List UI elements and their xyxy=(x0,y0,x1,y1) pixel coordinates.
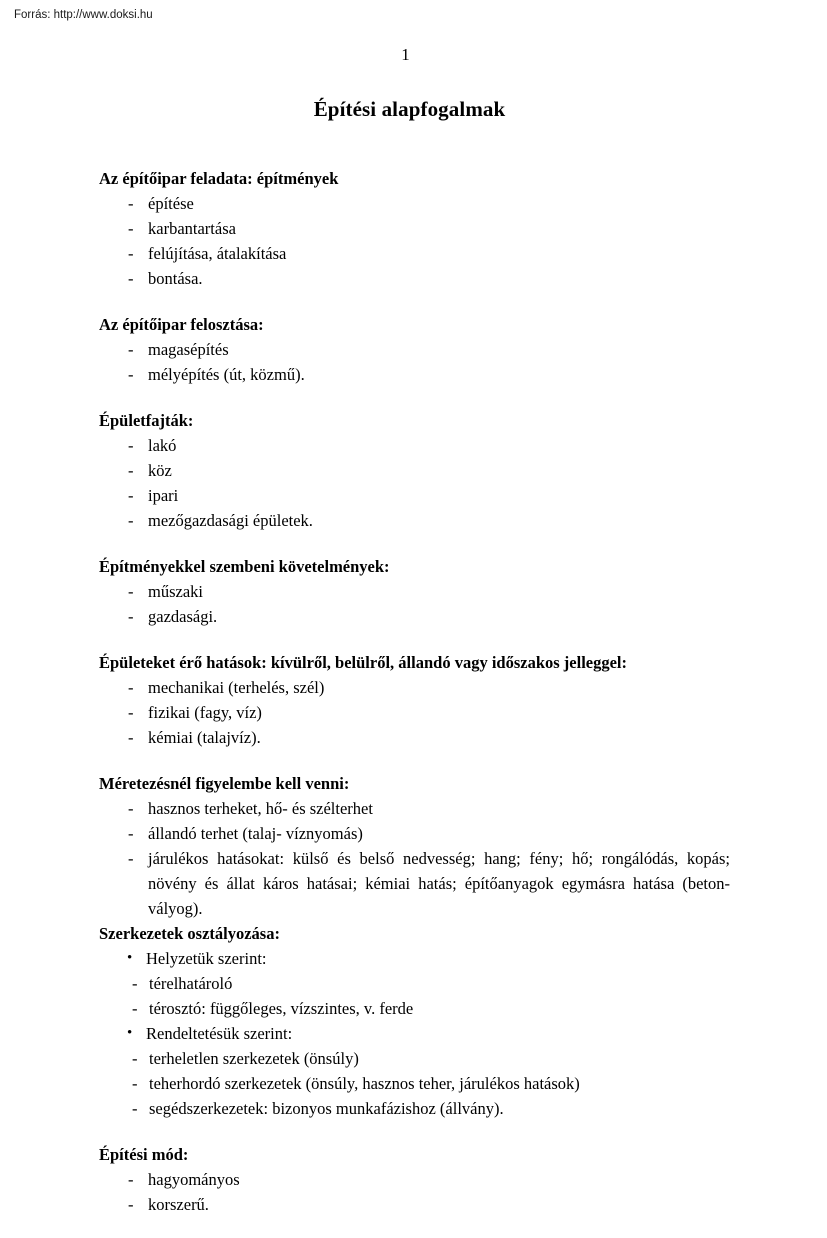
list-item-label: mezőgazdasági épületek. xyxy=(148,511,313,530)
list-item-label: korszerű. xyxy=(148,1195,209,1214)
list-item-label: lakó xyxy=(148,436,177,455)
dash-marker: - xyxy=(132,974,138,993)
section-heading: Az építőipar felosztása: xyxy=(99,315,264,334)
dash-marker: - xyxy=(132,1074,138,1093)
dash-marker: - xyxy=(128,703,134,722)
list-item xyxy=(99,604,730,629)
dash-marker: - xyxy=(128,461,134,480)
list-item-label: teherhordó szerkezetek (önsúly, hasznos teher, járulékos hatások) xyxy=(149,1074,580,1093)
list-item-label: Helyzetük szerint: xyxy=(146,949,267,968)
list-item-label: mechanikai (terhelés, szél) xyxy=(148,678,325,697)
list-item-label: magasépítés xyxy=(148,340,229,359)
list-item xyxy=(99,821,730,846)
page-title: Építési alapfogalmak xyxy=(313,97,506,121)
list-item xyxy=(99,700,730,725)
list-item xyxy=(99,971,730,996)
list-item xyxy=(99,337,730,362)
dash-marker: - xyxy=(132,1099,138,1118)
list-item xyxy=(99,241,730,266)
document-body xyxy=(99,44,730,1238)
dash-marker: - xyxy=(128,244,134,263)
list-item xyxy=(99,946,730,971)
list-item-label: fizikai (fagy, víz) xyxy=(148,703,262,722)
list-item xyxy=(99,796,730,821)
list-item-label: felújítása, átalakítása xyxy=(148,244,287,263)
list-item-label: térelhatároló xyxy=(149,974,233,993)
dash-marker: - xyxy=(128,219,134,238)
list-item-label: bontása. xyxy=(148,269,203,288)
dash-marker: - xyxy=(128,1195,134,1214)
list-item-label: építése xyxy=(148,194,194,213)
list-item-label: karbantartása xyxy=(148,219,236,238)
list-item-label: állandó terhet (talaj- víznyomás) xyxy=(148,824,363,843)
dash-marker: - xyxy=(128,194,134,213)
dash-marker: - xyxy=(128,1170,134,1189)
list-item xyxy=(99,266,730,291)
list-item xyxy=(99,483,730,508)
list-item xyxy=(99,458,730,483)
bullet-marker: • xyxy=(127,950,133,966)
document-section xyxy=(99,166,730,291)
list-item xyxy=(99,675,730,700)
dash-marker: - xyxy=(128,486,134,505)
dash-marker: - xyxy=(128,436,134,455)
dash-marker: - xyxy=(128,365,134,384)
dash-marker: - xyxy=(132,1049,138,1068)
section-list xyxy=(99,1167,730,1217)
list-item xyxy=(99,1046,730,1071)
dash-marker: - xyxy=(128,582,134,601)
list-item xyxy=(99,1071,730,1096)
list-item xyxy=(99,1021,730,1046)
bullet-marker: • xyxy=(127,1025,133,1041)
sections-container xyxy=(99,166,730,1217)
list-item-label: gazdasági. xyxy=(148,607,218,626)
list-item xyxy=(99,996,730,1021)
section-heading: Építési mód: xyxy=(99,1145,189,1164)
section-heading: Épületeket érő hatások: kívülről, belülről, állandó vagy időszakos jelleggel: xyxy=(99,653,628,672)
list-item xyxy=(99,216,730,241)
dash-marker: - xyxy=(128,269,134,288)
list-item xyxy=(99,508,730,533)
dash-marker: - xyxy=(128,849,134,868)
section-list xyxy=(99,433,730,533)
list-item-label: hasznos terheket, hő- és szélterhet xyxy=(148,799,373,818)
list-item-label: hagyományos xyxy=(148,1170,240,1189)
list-item xyxy=(99,191,730,216)
list-item xyxy=(99,362,730,387)
section-list xyxy=(99,579,730,629)
document-section xyxy=(99,771,730,921)
list-item-label: mélyépítés (út, közmű). xyxy=(148,365,305,384)
list-item xyxy=(99,1096,730,1121)
list-item xyxy=(99,433,730,458)
list-item-label: Rendeltetésük szerint: xyxy=(146,1024,293,1043)
list-item-label: kémiai (talajvíz). xyxy=(148,728,261,747)
dash-marker: - xyxy=(128,607,134,626)
section-list xyxy=(99,675,730,750)
section-heading: Méretezésnél figyelembe kell venni: xyxy=(99,774,350,793)
document-section xyxy=(99,921,730,1121)
section-heading: Épületfajták: xyxy=(99,411,194,430)
dash-marker: - xyxy=(128,511,134,530)
section-list xyxy=(99,946,730,1121)
list-item xyxy=(99,1167,730,1192)
document-section xyxy=(99,312,730,387)
list-item-label: segédszerkezetek: bizonyos munkafázishoz (állvány). xyxy=(149,1099,504,1118)
list-item-label: köz xyxy=(148,461,172,480)
list-item-label: terheletlen szerkezetek (önsúly) xyxy=(149,1049,359,1068)
document-section xyxy=(99,1142,730,1217)
dash-marker: - xyxy=(128,678,134,697)
section-heading: Szerkezetek osztályozása: xyxy=(99,924,280,943)
dash-marker: - xyxy=(128,728,134,747)
section-list xyxy=(99,191,730,291)
dash-marker: - xyxy=(128,799,134,818)
page-number: 1 xyxy=(401,45,410,64)
document-section xyxy=(99,554,730,629)
list-item-label: térosztó: függőleges, vízszintes, v. ferde xyxy=(149,999,414,1018)
list-item xyxy=(99,579,730,604)
document-section xyxy=(99,650,730,750)
list-item-label: műszaki xyxy=(148,582,203,601)
list-item xyxy=(99,846,730,921)
section-heading: Az építőipar feladata: építmények xyxy=(99,169,339,188)
dash-marker: - xyxy=(128,824,134,843)
source-watermark: Forrás: http://www.doksi.hu xyxy=(14,9,153,21)
dash-marker: - xyxy=(132,999,138,1018)
list-item-label: ipari xyxy=(148,486,179,505)
list-item xyxy=(99,1192,730,1217)
document-section xyxy=(99,408,730,533)
section-list xyxy=(99,337,730,387)
list-item xyxy=(99,725,730,750)
list-item-label: járulékos hatásokat: külső és belső nedvesség; hang; fény; hő; rongálódás, kopás; növény és állat káros hatásai; kémiai hatás; építőanyagok egymásra hatása (beton-vályog). xyxy=(148,849,730,918)
section-list xyxy=(99,796,730,921)
dash-marker: - xyxy=(128,340,134,359)
section-heading: Építményekkel szembeni követelmények: xyxy=(99,557,390,576)
